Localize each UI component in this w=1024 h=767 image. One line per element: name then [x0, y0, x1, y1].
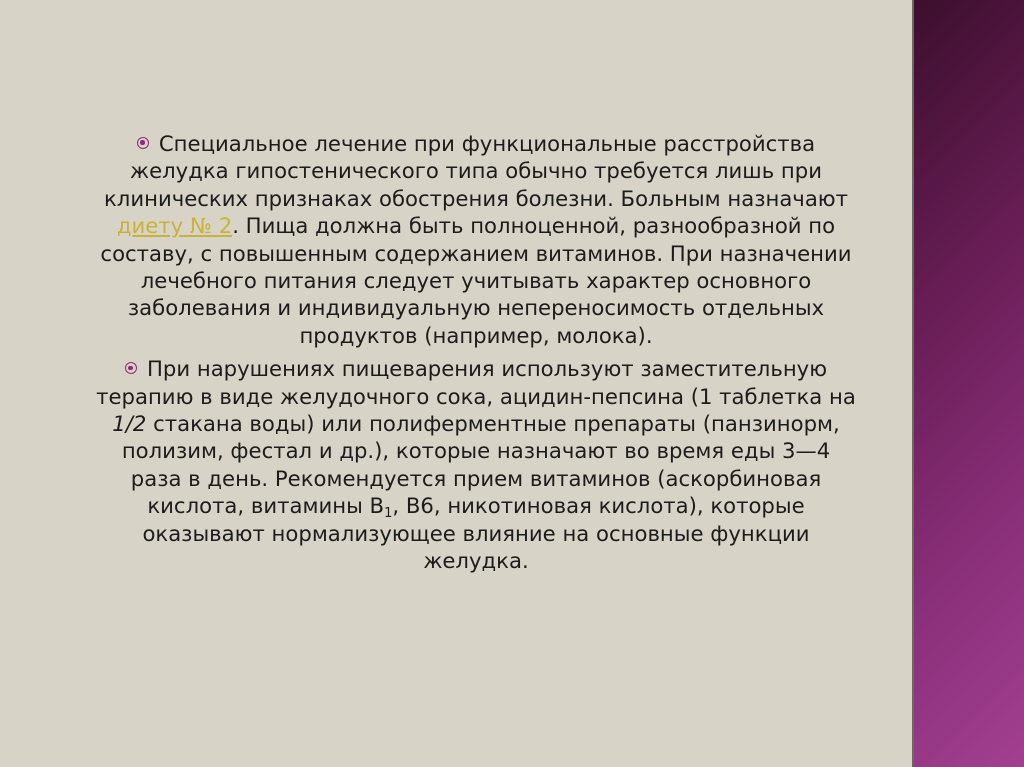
paragraph-2-text-part1: При нарушениях пищеварения используют заместительную терапию в виде желудочного сока, ацидин-пепсина (1 таблетка на	[96, 356, 856, 409]
diet-link[interactable]: диету № 2	[116, 213, 233, 239]
slide-content	[96, 130, 856, 577]
bullet-paragraph-1	[96, 130, 856, 349]
paragraph-1-text-end: . Пища должна быть полноценной, разнообразной по составу, с повышенным содержанием витаминов. При назначении лечебного питания следует учитывать характер основного заболевания и индивидуальную непереносимость отдельных продуктов (например, молока).	[100, 213, 852, 348]
bullet-paragraph-2	[96, 355, 856, 574]
circle-bullet-icon	[137, 137, 149, 149]
decorative-side-band	[914, 0, 1024, 767]
paragraph-1-text-start: Специальное лечение при функциональные расстройства желудка гипостенического типа обычно требуется лишь при клинических признаках обострения болезни. Больным назначают	[104, 131, 848, 211]
vitamin-subscript: 1	[384, 506, 393, 522]
paragraph-2-text-part3: , В6, никотиновая кислота), которые оказывают нормализующее влияние на основные функции желудка.	[142, 493, 810, 574]
circle-bullet-icon	[125, 362, 137, 374]
paragraph-2-text-part2: стакана воды) или полиферментные препараты (панзинорм, полизим, фестал и др.), которые назначают во время еды 3—4 раза в день. Рекомендуется прием витаминов (аскорбиновая кислота, витамины В	[121, 411, 840, 519]
fraction-text: 1/2	[112, 411, 147, 437]
